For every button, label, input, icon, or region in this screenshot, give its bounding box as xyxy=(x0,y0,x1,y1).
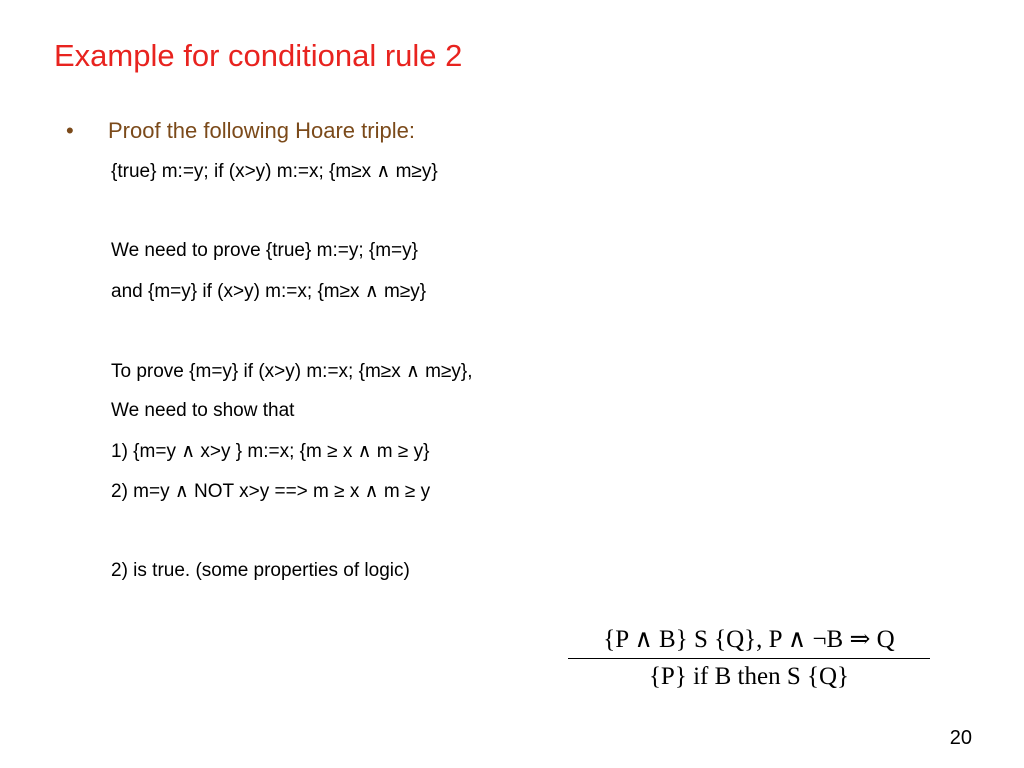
proof-obligation-1: 1) {m=y ∧ x>y } m:=x; {m ≥ x ∧ m ≥ y} xyxy=(111,441,430,462)
proof-obligation-2: 2) m=y ∧ NOT x>y ==> m ≥ x ∧ m ≥ y xyxy=(111,481,431,502)
bullet-text: Proof the following Hoare triple: xyxy=(108,118,415,143)
proof-step-line-3: To prove {m=y} if (x>y) m:=x; {m≥x ∧ m≥y}, xyxy=(111,361,473,382)
proof-step-line-4: We need to show that xyxy=(111,400,295,421)
conclusion-line: 2) is true. (some properties of logic) xyxy=(111,560,410,581)
proof-step-line-2: and {m=y} if (x>y) m:=x; {m≥x ∧ m≥y} xyxy=(111,281,427,302)
bullet-item xyxy=(66,118,415,144)
proof-step-line-1: We need to prove {true} m:=y; {m=y} xyxy=(111,240,418,261)
page-number: 20 xyxy=(949,727,972,749)
conditional-inference-rule xyxy=(568,624,930,691)
bullet-marker: • xyxy=(66,118,74,143)
rule-conclusion: {P} if B then S {Q} xyxy=(648,663,850,690)
rule-premise: {P ∧ B} S {Q}, P ∧ ¬B ⇒ Q xyxy=(568,624,930,659)
hoare-triple-line: {true} m:=y; if (x>y) m:=x; {m≥x ∧ m≥y} xyxy=(111,161,438,182)
slide-title: Example for conditional rule 2 xyxy=(54,38,463,73)
